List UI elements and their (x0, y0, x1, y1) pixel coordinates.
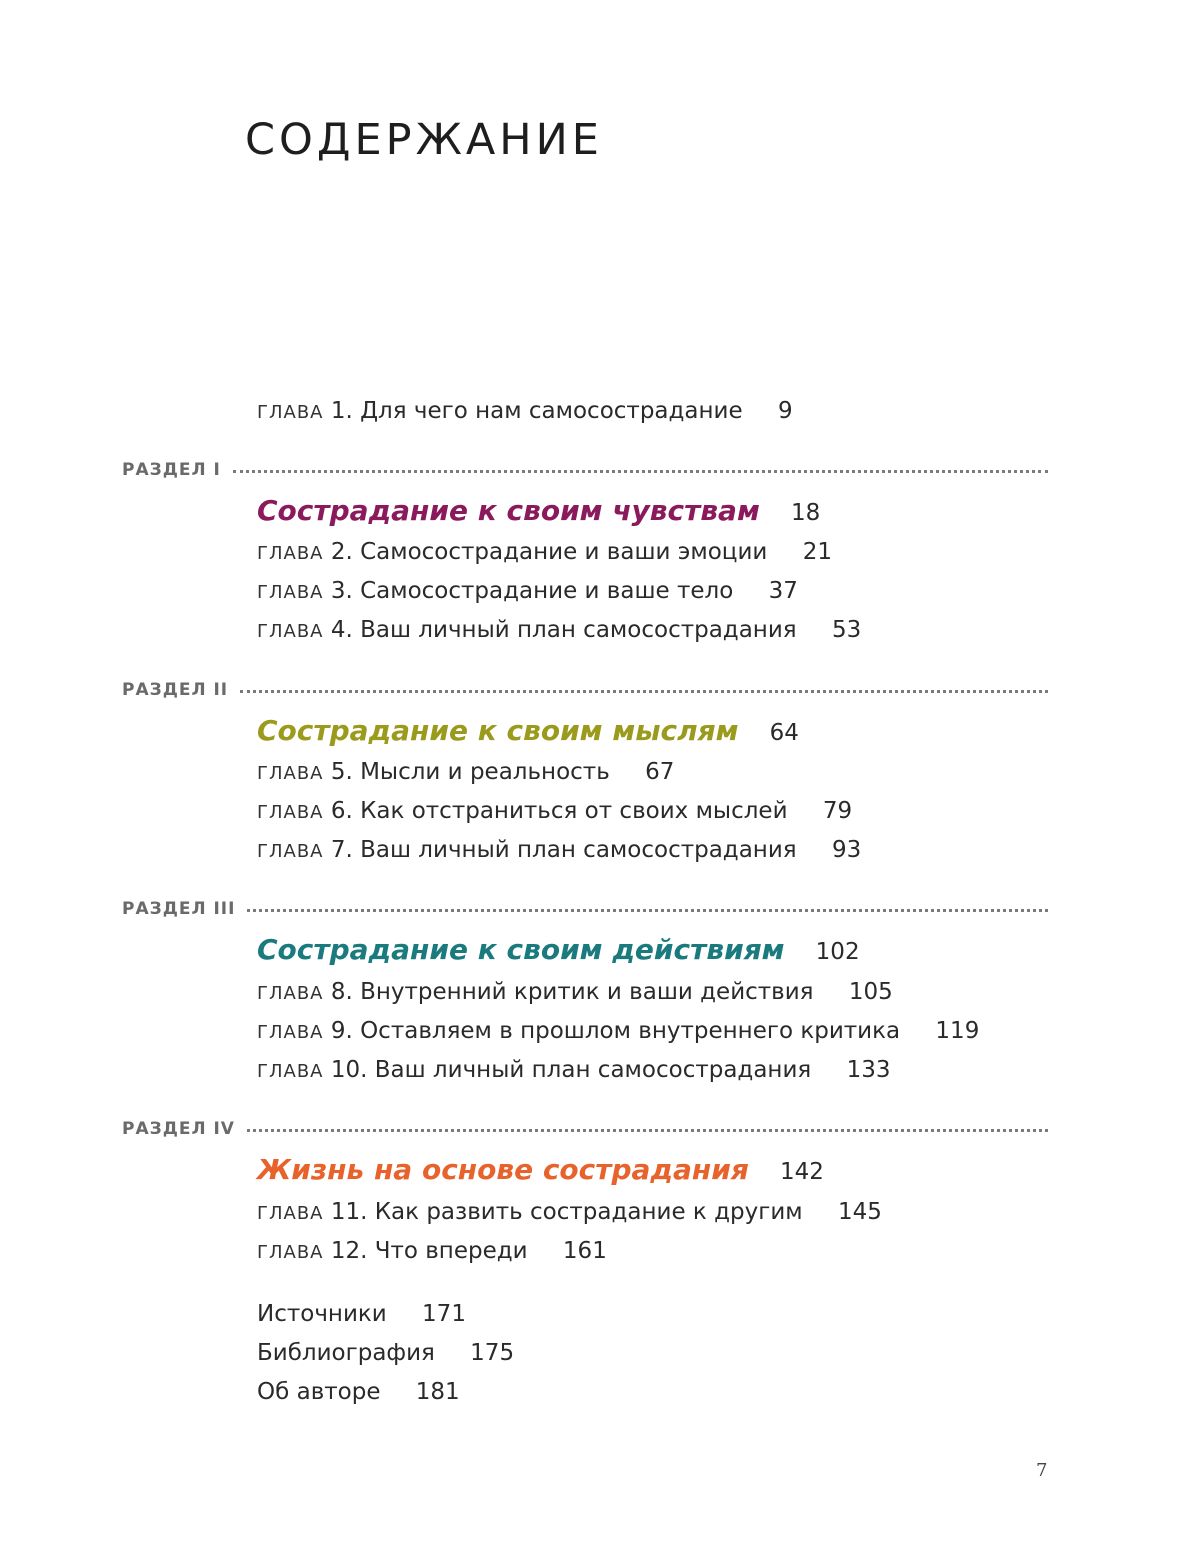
chapter-number: 4. (330, 617, 353, 643)
section-header-2 (122, 677, 1048, 703)
chapter-page: 161 (562, 1238, 607, 1264)
chapter-title: Самосострадание и ваше тело (360, 578, 734, 604)
chapter-title: Ваш личный план самосострадания (360, 837, 797, 863)
chapter-number: 11. (330, 1199, 368, 1225)
toc-entry-chapter-9[interactable] (257, 1016, 979, 1048)
chapter-title: Что впереди (374, 1238, 528, 1264)
chapter-title: Мысли и реальность (360, 759, 610, 785)
chapter-prefix: ГЛАВА (257, 763, 324, 784)
chapter-prefix: ГЛАВА (257, 1061, 324, 1082)
toc-entry-part-2[interactable] (257, 712, 799, 754)
chapter-prefix: ГЛАВА (257, 983, 324, 1004)
part-title: Сострадание к своим мыслям (257, 714, 739, 747)
toc-entry-chapter-5[interactable] (257, 757, 674, 789)
part-title: Жизнь на основе сострадания (257, 1153, 749, 1186)
section-header-4 (122, 1116, 1048, 1142)
chapter-title: Ваш личный план самосострадания (374, 1057, 812, 1083)
chapter-page: 105 (848, 979, 893, 1005)
chapter-number: 1. (330, 398, 353, 424)
chapter-prefix: ГЛАВА (257, 402, 324, 423)
chapter-number: 12. (330, 1238, 368, 1264)
chapter-title: Внутренний критик и ваши действия (360, 979, 814, 1005)
section-divider (247, 1129, 1048, 1132)
part-title: Сострадание к своим действиям (257, 933, 785, 966)
chapter-title: Для чего нам самосострадание (360, 398, 743, 424)
part-page: 64 (769, 720, 799, 746)
section-header-3 (122, 896, 1048, 922)
chapter-page: 9 (777, 398, 793, 424)
chapter-page: 145 (837, 1199, 882, 1225)
part-page: 18 (790, 500, 821, 526)
entry-title: Об авторе (257, 1379, 381, 1405)
part-title: Сострадание к своим чувствам (257, 494, 760, 527)
chapter-number: 5. (330, 759, 353, 785)
chapter-prefix: ГЛАВА (257, 1203, 324, 1224)
chapter-prefix: ГЛАВА (257, 543, 324, 564)
toc-entry-part-3[interactable] (257, 931, 860, 973)
section-label: РАЗДЕЛ IV (122, 1119, 235, 1139)
toc-entry-chapter-10[interactable] (257, 1055, 890, 1087)
entry-page: 171 (422, 1301, 466, 1327)
chapter-number: 9. (330, 1018, 353, 1044)
entry-title: Источники (257, 1301, 387, 1327)
toc-entry-chapter-6[interactable] (257, 796, 852, 828)
chapter-title: Как отстраниться от своих мыслей (360, 798, 788, 824)
page-title: СОДЕРЖАНИЕ (245, 115, 603, 165)
chapter-title: Как развить сострадание к другим (374, 1199, 803, 1225)
toc-entry-about-author[interactable] (257, 1377, 460, 1407)
entry-page: 175 (470, 1340, 515, 1366)
chapter-number: 10. (330, 1057, 368, 1083)
toc-entry-chapter-2[interactable] (257, 537, 832, 569)
part-page: 102 (815, 939, 860, 965)
toc-entry-sources[interactable] (257, 1299, 466, 1329)
toc-entry-part-1[interactable] (257, 492, 820, 534)
toc-entry-part-4[interactable] (257, 1151, 824, 1193)
chapter-number: 6. (330, 798, 353, 824)
entry-title: Библиография (257, 1340, 435, 1366)
section-divider (240, 690, 1048, 693)
toc-entry-chapter-12[interactable] (257, 1236, 607, 1268)
part-page: 142 (779, 1159, 824, 1185)
section-label: РАЗДЕЛ I (122, 460, 221, 480)
chapter-page: 67 (645, 759, 675, 785)
chapter-prefix: ГЛАВА (257, 582, 324, 603)
page-number: 7 (1036, 1460, 1048, 1481)
toc-entry-chapter-11[interactable] (257, 1197, 882, 1229)
chapter-page: 53 (831, 617, 862, 643)
chapter-prefix: ГЛАВА (257, 802, 324, 823)
chapter-page: 93 (831, 837, 862, 863)
toc-entry-chapter-4[interactable] (257, 615, 861, 647)
section-divider (247, 909, 1048, 912)
chapter-page: 21 (802, 539, 832, 565)
toc-entry-chapter-3[interactable] (257, 576, 798, 608)
chapter-prefix: ГЛАВА (257, 1242, 324, 1263)
section-label: РАЗДЕЛ III (122, 899, 236, 919)
chapter-number: 2. (330, 539, 353, 565)
chapter-prefix: ГЛАВА (257, 621, 324, 642)
section-header-1 (122, 457, 1048, 483)
chapter-number: 7. (330, 837, 353, 863)
chapter-number: 8. (330, 979, 353, 1005)
chapter-prefix: ГЛАВА (257, 1022, 324, 1043)
entry-page: 181 (415, 1379, 460, 1405)
chapter-page: 37 (768, 578, 798, 604)
chapter-title: Оставляем в прошлом внутреннего критика (360, 1018, 901, 1044)
chapter-page: 119 (935, 1018, 980, 1044)
section-label: РАЗДЕЛ II (122, 680, 229, 700)
chapter-number: 3. (330, 578, 353, 604)
chapter-title: Ваш личный план самосострадания (360, 617, 797, 643)
chapter-title: Самосострадание и ваши эмоции (360, 539, 768, 565)
chapter-page: 133 (846, 1057, 891, 1083)
toc-entry-bibliography[interactable] (257, 1338, 514, 1368)
chapter-page: 79 (822, 798, 853, 824)
section-divider (233, 470, 1048, 473)
toc-entry-chapter-7[interactable] (257, 835, 861, 867)
chapter-prefix: ГЛАВА (257, 841, 324, 862)
toc-entry-chapter-8[interactable] (257, 977, 893, 1009)
toc-entry-chapter-1[interactable] (257, 396, 793, 428)
